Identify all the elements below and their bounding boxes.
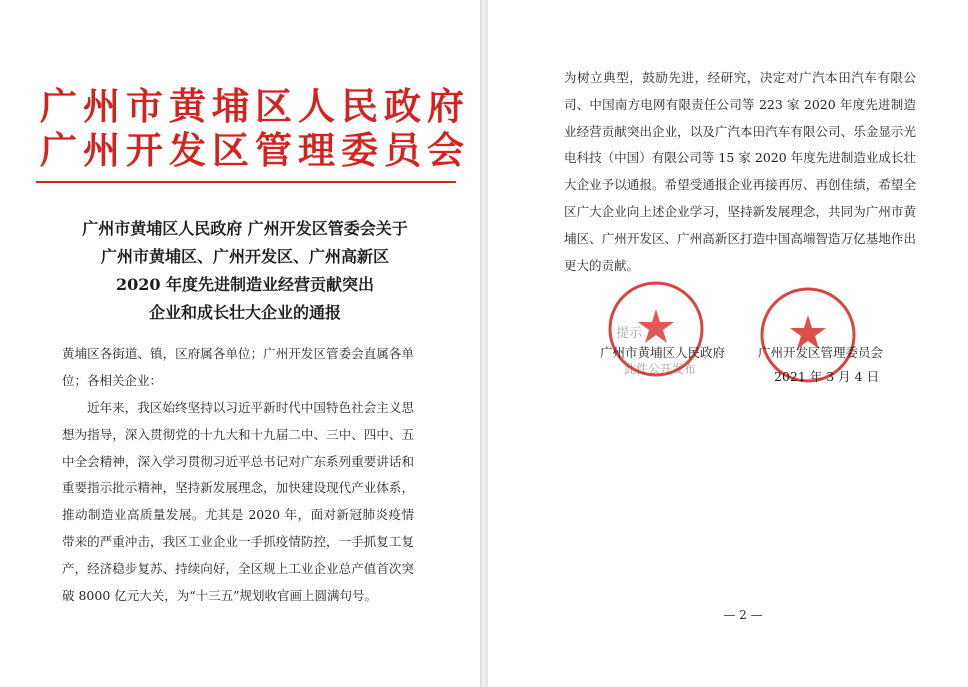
watermark-line-2: 此件公开发布 (624, 362, 697, 376)
document-title-line-4: 企业和成长壮大企业的通报 (148, 303, 341, 322)
document-title-line-1: 广州市黄埔区人民政府 广州开发区管委会关于 (82, 219, 408, 238)
issuer-2: 广州开发区管理委员会 (758, 345, 884, 360)
page-number: — 2 — (723, 608, 763, 622)
left-page (0, 0, 480, 687)
letterhead-divider (36, 181, 456, 183)
document-title-line-3: 2020 年度先进制造业经营贡献突出 (115, 275, 375, 294)
watermark-line-1: 提示 (616, 326, 643, 341)
letterhead-line-1: 广州市黄埔区人民政府 (40, 84, 470, 128)
right-page (488, 0, 968, 687)
body-paragraph-1: 近年来，我区始终坚持以习近平新时代中国特色社会主义思想为指导，深入贯彻党的十九大和十九届二中、三中、四中、五中全会精神，深入学习贯彻习近平总书记对广东系列重要讲话和重要指示批示精神，坚持新发展理念，加快建设现代产业体系，推动制造业高质量发展。尤其是 2020 年，面对新冠肺炎疫情带来的严重冲击，我区工业企业一手抓疫情防控，一手抓复工复产，经济稳步复苏、持续向好，全区规上工业企业总产值首次突破 8000 亿元大关，为“十三五”规划收官画上圆满句号。 (62, 400, 414, 603)
letterhead-line-2: 广州开发区管理委员会 (40, 128, 470, 172)
page-gutter (480, 0, 488, 687)
addressee: 黄埔区各街道、镇，区府属各单位；广州开发区管委会直属各单位；各相关企业： (62, 346, 414, 388)
body-paragraph-2: 为树立典型，鼓励先进，经研究，决定对广汽本田汽车有限公司、中国南方电网有限责任公司等 223 家 2020 年度先进制造业经营贡献突出企业，以及广汽本田汽车有限公司、乐金显示光电科技（中国）有限公司等 15 家 2020 年度先进制造业成长壮大企业予以通报。希望受通报企业再接再厉、再创佳绩，希望全区广大企业向上述企业学习，坚持新发展理念，共同为广州市黄埔区、广州开发区、广州高新区打造中国高端智造万亿基地作出更大的贡献。 (564, 70, 916, 273)
document-title-line-2: 广州市黄埔区、广州开发区、广州高新区 (100, 247, 389, 266)
issue-date: 2021 年 3 月 4 日 (774, 369, 880, 384)
issuer-1: 广州市黄埔区人民政府 (600, 345, 726, 360)
